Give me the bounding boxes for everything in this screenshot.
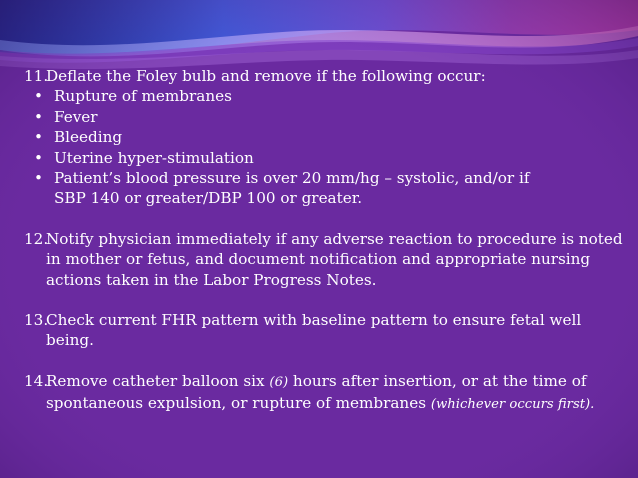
item-text: Notify physician immediately if any adverse reaction to procedure is noted in mother or fetus, and document notification and appropriate nursing actions taken in the Labor Progress Notes. xyxy=(46,229,623,289)
item-number: 13. xyxy=(24,311,49,330)
bullet-item: • Patient’s blood pressure is over 20 mm/hg – systolic, and/or if xyxy=(34,169,530,188)
item-text-italic: (whichever occurs first). xyxy=(430,397,595,413)
bullet-continuation: SBP 140 or greater/DBP 100 or greater. xyxy=(54,189,363,208)
bullet-item: • Fever xyxy=(34,107,98,126)
bullet-item: • Uterine hyper-stimulation xyxy=(34,148,254,167)
bullet-list xyxy=(24,86,624,188)
list-item-12 xyxy=(24,229,624,290)
bullet-item: • Bleeding xyxy=(34,128,123,147)
item-number: 14. xyxy=(24,371,49,390)
list-item-13 xyxy=(24,310,624,351)
spacer xyxy=(24,351,624,371)
item-text-part: hours after insertion, or at the time of spontaneous expulsion, or rupture of membranes xyxy=(46,371,587,413)
spacer xyxy=(24,290,624,310)
bullet-icon: • xyxy=(34,169,43,188)
spacer xyxy=(24,209,624,229)
bullet-item: • Rupture of membranes xyxy=(34,87,232,106)
list-item-11 xyxy=(24,66,624,86)
bullet-icon: • xyxy=(34,107,43,126)
item-number: 12. xyxy=(24,229,49,248)
bullet-icon: • xyxy=(34,128,43,147)
bullet-icon: • xyxy=(34,87,43,106)
list-item-14 xyxy=(24,371,624,416)
slide-content xyxy=(24,66,624,416)
bullet-icon: • xyxy=(34,148,43,167)
item-text-italic: (6) xyxy=(269,374,289,390)
item-text: Deflate the Foley bulb and remove if the following occur: xyxy=(46,67,486,85)
item-number: 11. xyxy=(24,67,49,85)
item-text-part: Remove catheter balloon six xyxy=(46,371,270,390)
item-text: Check current FHR pattern with baseline pattern to ensure fetal well being. xyxy=(46,311,582,350)
